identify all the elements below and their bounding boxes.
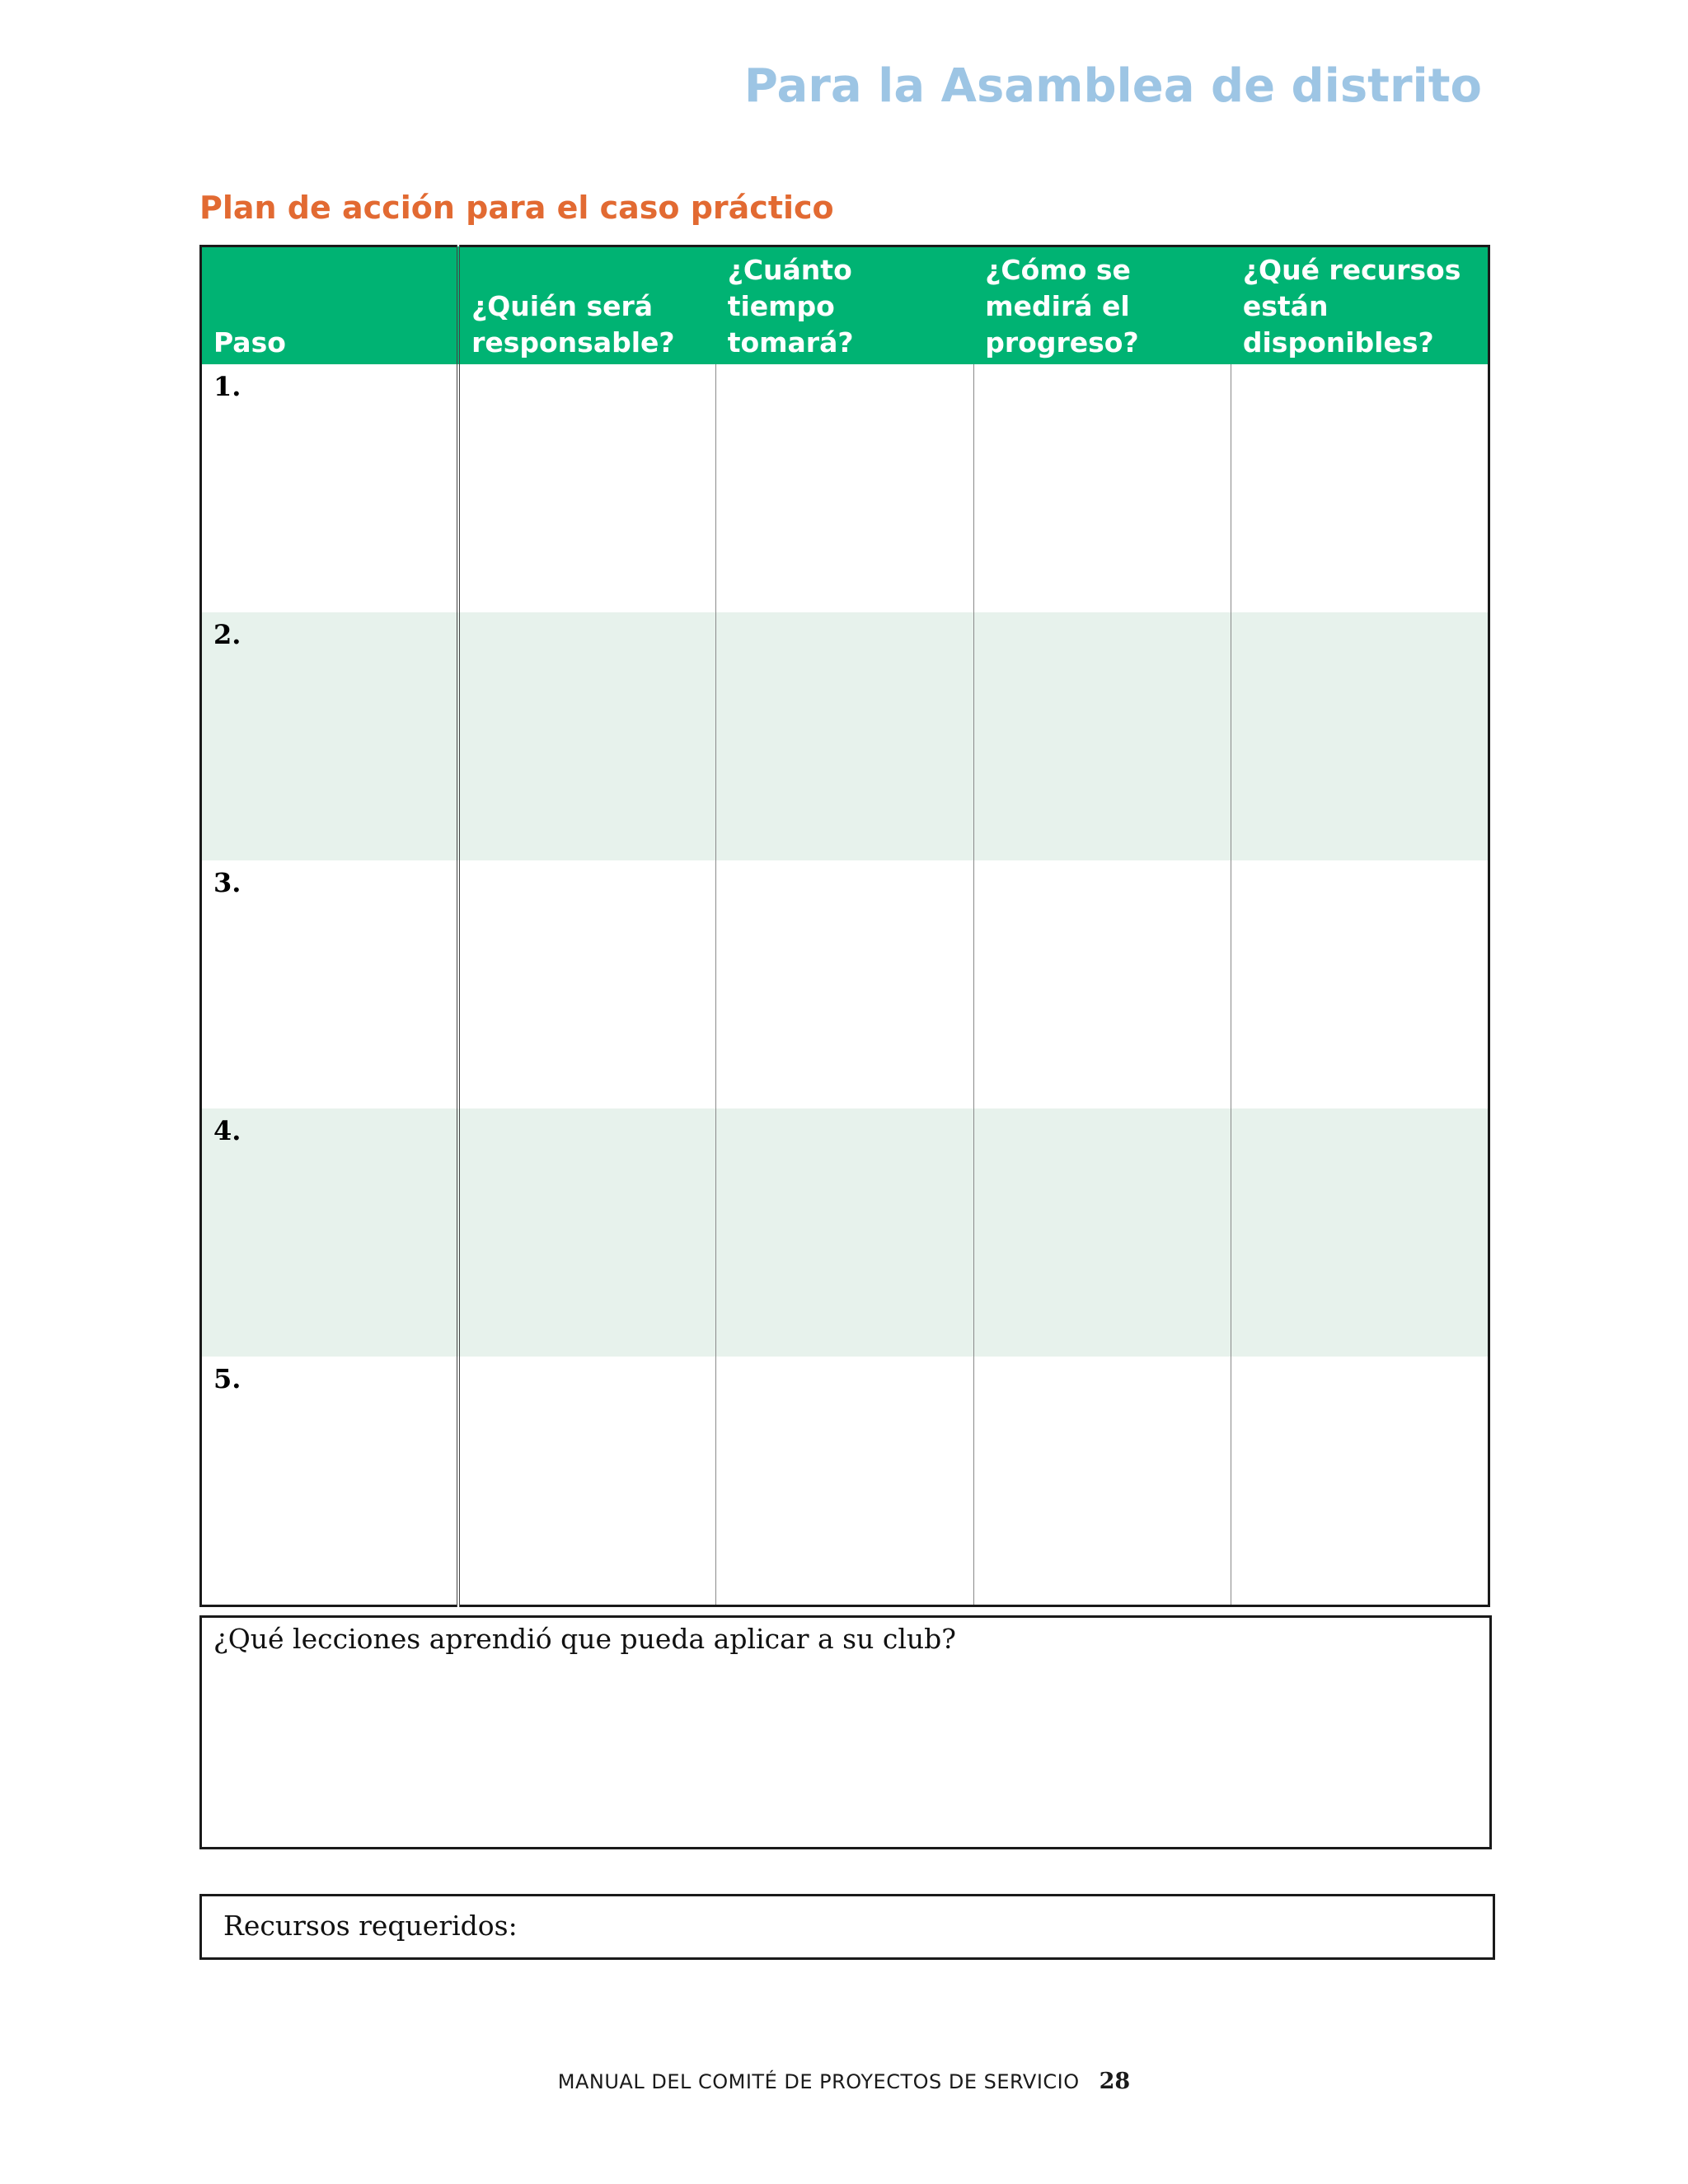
progress-cell[interactable] [973, 364, 1231, 612]
column-header-step: Paso [201, 246, 459, 365]
table-row [201, 1357, 1489, 1606]
resources-cell[interactable] [1231, 1357, 1489, 1606]
time-cell[interactable] [716, 1108, 974, 1357]
time-cell[interactable] [716, 612, 974, 860]
progress-cell[interactable] [973, 1357, 1231, 1606]
step-number: 3. [201, 860, 459, 1108]
required-resources-label: Recursos requeridos: [223, 1910, 518, 1942]
time-cell[interactable] [716, 860, 974, 1108]
page-footer [0, 2069, 1688, 2094]
progress-cell[interactable] [973, 612, 1231, 860]
required-resources-box[interactable] [199, 1894, 1495, 1960]
table-header-row [201, 246, 1489, 365]
table-row [201, 364, 1489, 612]
lessons-learned-box[interactable] [199, 1615, 1492, 1849]
resources-cell[interactable] [1231, 364, 1489, 612]
section-title: Plan de acción para el caso práctico [199, 190, 834, 226]
table-row [201, 612, 1489, 860]
progress-cell[interactable] [973, 860, 1231, 1108]
footer-manual-title: MANUAL DEL COMITÉ DE PROYECTOS DE SERVICIO [557, 2070, 1080, 2093]
table-row [201, 860, 1489, 1108]
table-row [201, 1108, 1489, 1357]
resources-cell[interactable] [1231, 860, 1489, 1108]
resources-cell[interactable] [1231, 612, 1489, 860]
responsible-cell[interactable] [458, 1357, 716, 1606]
action-plan-table [199, 245, 1490, 1607]
lessons-learned-label: ¿Qué lecciones aprendió que pueda aplicar a su club? [213, 1623, 956, 1655]
resources-cell[interactable] [1231, 1108, 1489, 1357]
step-number: 1. [201, 364, 459, 612]
progress-cell[interactable] [973, 1108, 1231, 1357]
step-number: 5. [201, 1357, 459, 1606]
column-header-progress: ¿Cómo se medirá el progreso? [973, 246, 1231, 365]
page-header-title: Para la Asamblea de distrito [743, 59, 1482, 113]
responsible-cell[interactable] [458, 1108, 716, 1357]
column-header-responsible: ¿Quién será responsable? [458, 246, 716, 365]
step-number: 2. [201, 612, 459, 860]
column-header-time: ¿Cuánto tiempo tomará? [716, 246, 974, 365]
column-header-resources: ¿Qué recursos están disponibles? [1231, 246, 1489, 365]
responsible-cell[interactable] [458, 860, 716, 1108]
page-number: 28 [1099, 2069, 1131, 2094]
step-number: 4. [201, 1108, 459, 1357]
time-cell[interactable] [716, 364, 974, 612]
time-cell[interactable] [716, 1357, 974, 1606]
responsible-cell[interactable] [458, 364, 716, 612]
responsible-cell[interactable] [458, 612, 716, 860]
